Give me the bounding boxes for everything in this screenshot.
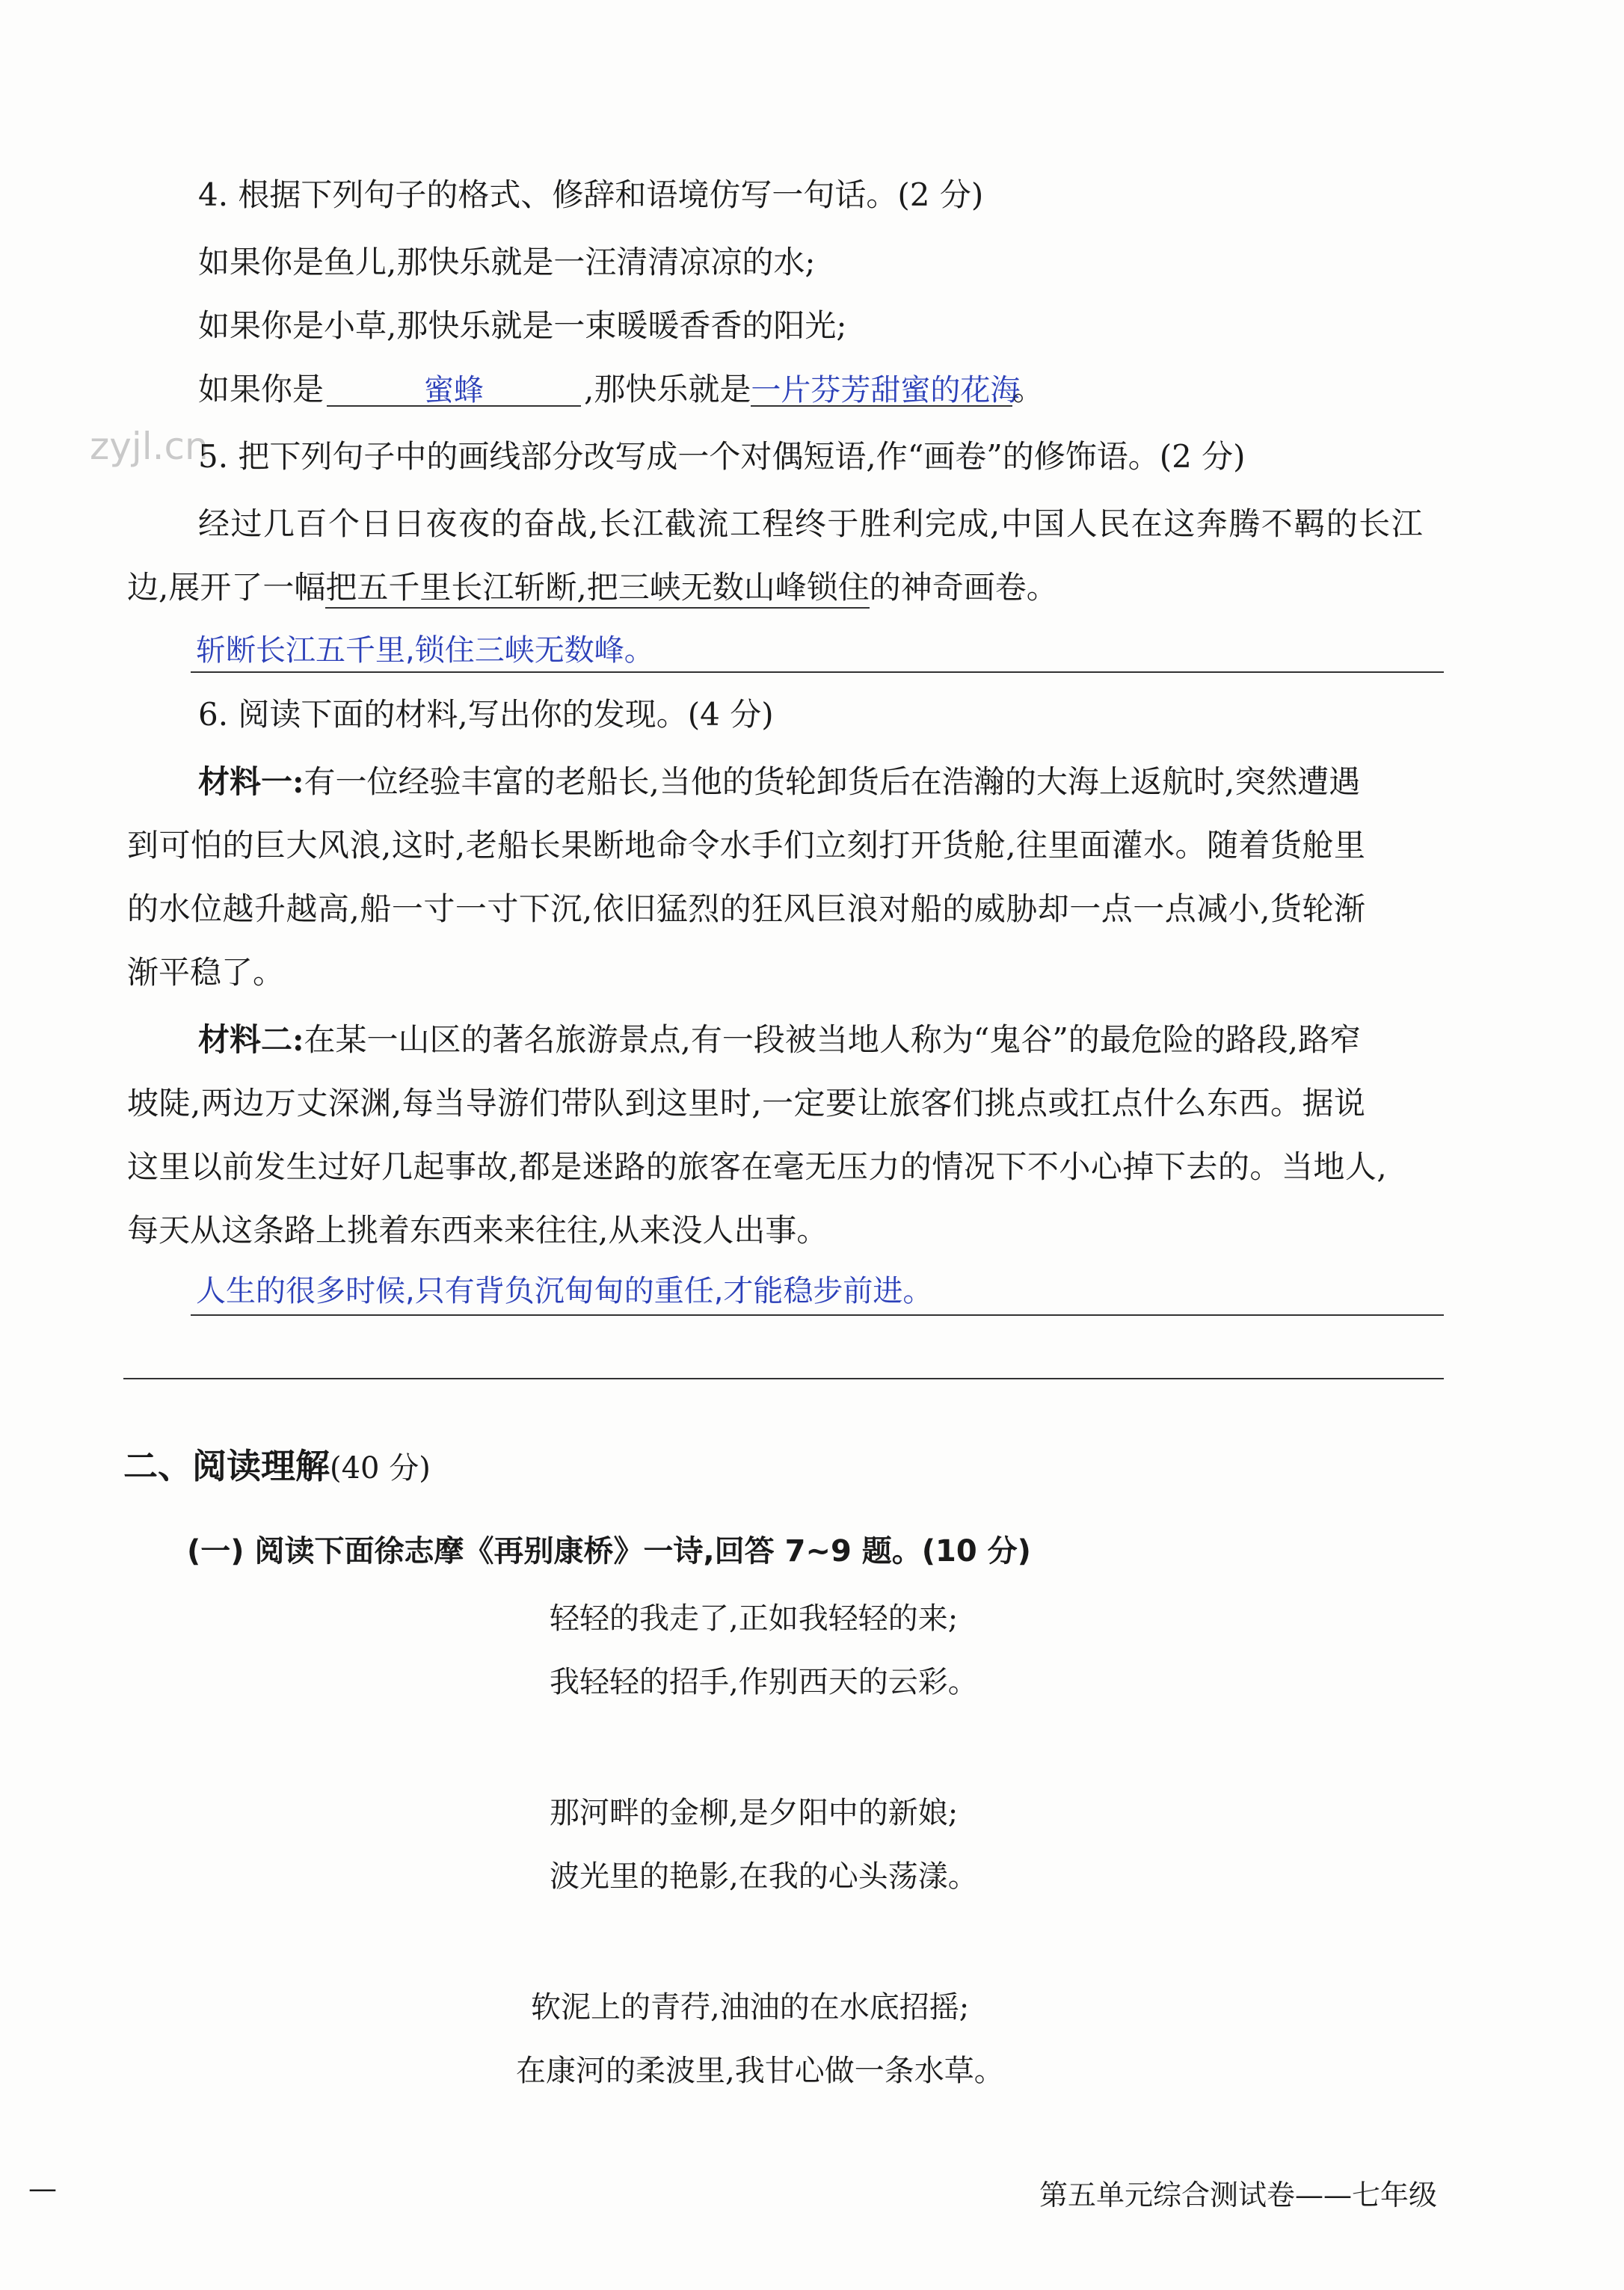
q6-m1-line4: 渐平稳了。 <box>127 954 285 991</box>
section2-title: 二、阅读理解 <box>123 1446 330 1486</box>
q4-line2: 如果你是小草,那快乐就是一束暖暖香香的阳光; <box>198 307 847 344</box>
q6-answer-line2[interactable] <box>123 1378 1444 1379</box>
q4-line1: 如果你是鱼儿,那快乐就是一汪清清凉凉的水; <box>198 244 816 280</box>
q5-text1: 经过几百个日日夜夜的奋战,长江截流工程终于胜利完成,中国人民在这奔腾不羁的长江 <box>198 505 1424 542</box>
q6-title: 6. 阅读下面的材料,写出你的发现。(4 分) <box>198 696 774 733</box>
q6-m2-line1 <box>198 1021 1362 1058</box>
q6-m1-line1-text: 有一位经验丰富的老船长,当他的货轮卸货后在浩瀚的大海上返航时,突然遭遇 <box>304 763 1361 800</box>
q4-blank1[interactable] <box>327 374 581 407</box>
poem-line: 波光里的艳影,在我的心头荡漾。 <box>550 1859 978 1894</box>
section2-score: (40 分) <box>330 1451 431 1486</box>
q5-text2-b: 的神奇画卷。 <box>869 569 1058 606</box>
q6-m2-line4: 每天从这条路上挑着东西来来往往,从来没人出事。 <box>127 1212 828 1249</box>
poem-line: 我轻轻的招手,作别西天的云彩。 <box>550 1665 978 1699</box>
q6-m1-line1 <box>198 763 1361 800</box>
q5-underlined: 把五千里长江斩断,把三峡无数山峰锁住 <box>325 569 869 609</box>
q5-title: 5. 把下列句子中的画线部分改写成一个对偶短语,作“画卷”的修饰语。(2 分) <box>198 438 1246 475</box>
q4-blank2[interactable] <box>751 373 1021 407</box>
q6-answer: 人生的很多时候,只有背负沉甸甸的重任,才能稳步前进。 <box>196 1274 933 1308</box>
q6-m2-line1-text: 在某一山区的著名旅游景点,有一段被当地人称为“鬼谷”的最危险的路段,路窄 <box>304 1021 1362 1058</box>
q4-line3-prefix: 如果你是 <box>198 371 325 407</box>
q4-line3-mid: ,那快乐就是 <box>584 371 751 407</box>
q4-line3-suffix: 。 <box>1012 371 1045 407</box>
q5-text2 <box>127 569 1058 606</box>
section2-heading <box>123 1439 431 1489</box>
q4-answer1: 蜜蜂 <box>424 373 485 407</box>
q6-m1-line2: 到可怕的巨大风浪,这时,老船长果断地命令水手们立刻打开货舱,往里面灌水。随着货舱里 <box>127 827 1366 864</box>
watermark: zyjl.cn <box>90 425 209 468</box>
poem-line: 在康河的柔波里,我甘心做一条水草。 <box>516 2054 1004 2088</box>
q4-line3 <box>198 371 1045 407</box>
q4-answer2: 一片芬芳甜蜜的花海 <box>751 373 1021 407</box>
part1-title: (一) 阅读下面徐志摩《再别康桥》一诗,回答 7~9 题。(10 分) <box>187 1534 1031 1569</box>
footer-dash: — <box>28 2172 57 2205</box>
q6-m2-line2: 坡陡,两边万丈深渊,每当导游们带队到这里时,一定要让旅客们挑点或扛点什么东西。据说 <box>127 1085 1366 1121</box>
poem-line: 那河畔的金柳,是夕阳中的新娘; <box>550 1796 959 1830</box>
poem-line: 轻轻的我走了,正如我轻轻的来; <box>550 1601 959 1636</box>
footer-title: 第五单元综合测试卷——七年级 <box>1039 2179 1438 2211</box>
q6-m1-label: 材料一: <box>198 763 304 800</box>
q6-m2-line3: 这里以前发生过好几起事故,都是迷路的旅客在毫无压力的情况下不小心掉下去的。当地人, <box>127 1148 1388 1185</box>
q5-answer: 斩断长江五千里,锁住三峡无数峰。 <box>196 633 654 668</box>
q5-answer-line[interactable] <box>191 671 1444 673</box>
q6-m1-line3: 的水位越升越高,船一寸一寸下沉,依旧猛烈的狂风巨浪对船的威胁却一点一点减小,货轮渐 <box>127 890 1366 927</box>
q5-text2-a: 边,展开了一幅 <box>127 569 326 606</box>
poem-line: 软泥上的青荇,油油的在水底招摇; <box>531 1990 970 2025</box>
q6-m2-label: 材料二: <box>198 1021 304 1058</box>
q6-answer-line1[interactable] <box>191 1314 1444 1316</box>
q4-title: 4. 根据下列句子的格式、修辞和语境仿写一句话。(2 分) <box>198 176 984 213</box>
